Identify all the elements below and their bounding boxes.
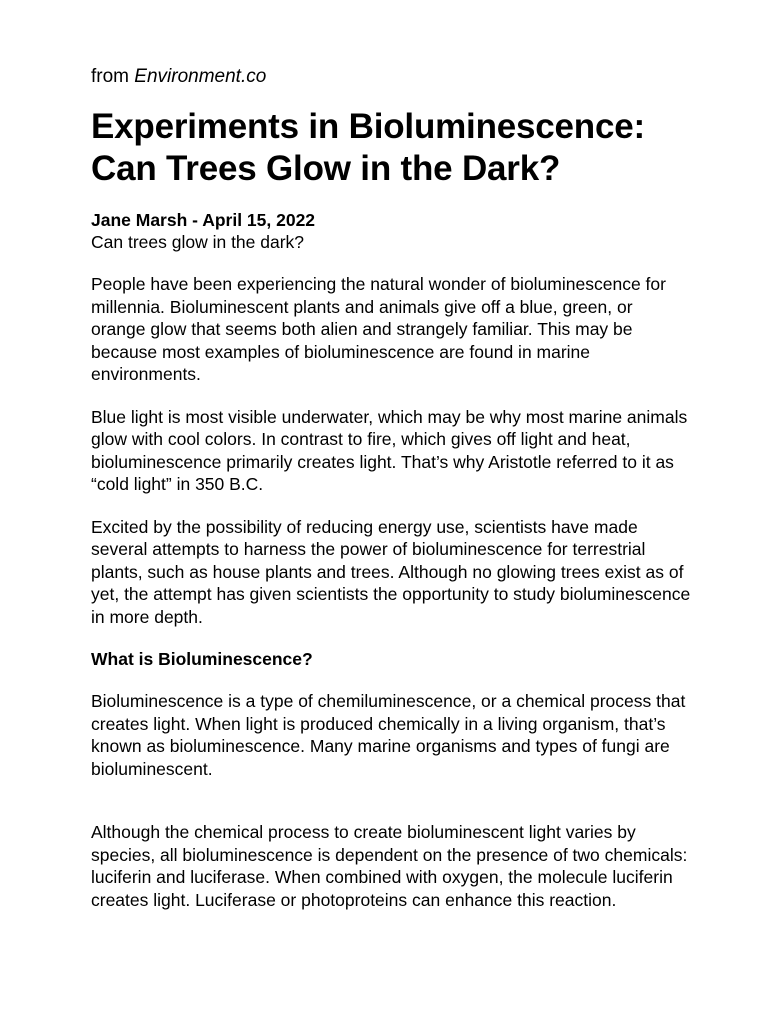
article-subtitle: Can trees glow in the dark? xyxy=(91,232,305,252)
section-heading: What is Bioluminescence? xyxy=(91,649,313,669)
source-prefix: from xyxy=(91,66,129,87)
article-paragraph-2: Blue light is most visible underwater, which may be why most marine animals glow with cool colors. In contrast to fire, which gives off light and heat, bioluminescence primarily creates light. That’s why Aristotle referred to it as “cold light” in 350 B.C. xyxy=(91,406,688,494)
article-byline: Jane Marsh - April 15, 2022 xyxy=(91,210,316,230)
source-line xyxy=(91,64,691,90)
section-paragraph-1: Bioluminescence is a type of chemiluminescence, or a chemical process that creates light. When light is produced chemically in a living organism, that’s known as bioluminescence. Many marine organisms and types of fungi are bioluminescent. xyxy=(91,691,686,779)
section-paragraph-2: Although the chemical process to create bioluminescent light varies by species, all bioluminescence is dependent on the presence of two chemicals: luciferin and luciferase. When combined with oxygen, the molecule luciferin creates light. Luciferase or photoproteins can enhance this reaction. xyxy=(91,822,688,910)
article-title: Experiments in Bioluminescence: Can Trees Glow in the Dark? xyxy=(91,107,645,188)
article-paragraph-3: Excited by the possibility of reducing energy use, scientists have made several attempts to harness the power of bioluminescence for terrestrial plants, such as house plants and trees. Although no glowing trees exist as of yet, the attempt has given scientists the opportunity to study bioluminescence in more depth. xyxy=(91,516,691,627)
article-paragraph-1: People have been experiencing the natural wonder of bioluminescence for millennia. Bioluminescent plants and animals give off a blue, green, or orange glow that seems both alien and strangely familiar. This may be because most examples of bioluminescence are found in marine environments. xyxy=(91,274,666,384)
document-page xyxy=(91,64,691,931)
source-site: Environment.co xyxy=(134,66,267,87)
